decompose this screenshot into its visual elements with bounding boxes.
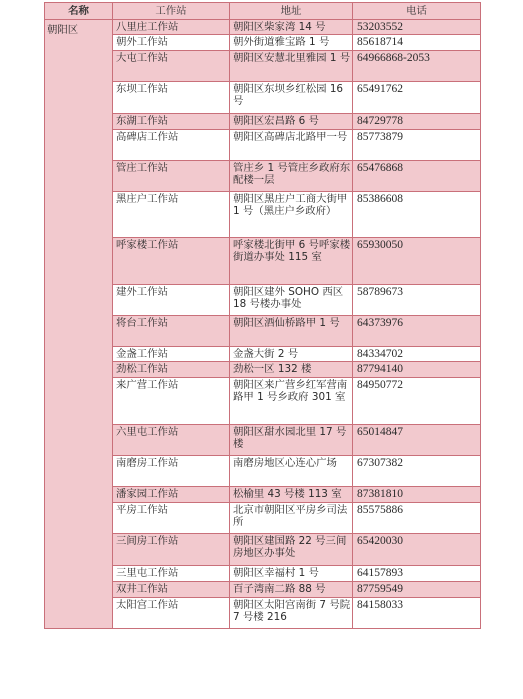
phone-cell: 64157893: [353, 566, 481, 582]
header-district: 名称: [45, 3, 113, 20]
station-cell: 黑庄户工作站: [113, 192, 230, 238]
address-cell: 松榆里 43 号楼 113 室: [230, 487, 353, 503]
phone-cell: 53203552: [353, 20, 481, 35]
phone-cell: 64966868-2053: [353, 51, 481, 82]
phone-cell: 85773879: [353, 130, 481, 161]
station-cell: 八里庄工作站: [113, 20, 230, 35]
address-cell: 百子湾南二路 88 号: [230, 582, 353, 598]
station-cell: 三里屯工作站: [113, 566, 230, 582]
address-cell: 朝阳区太阳宫南街 7 号院 7 号楼 216: [230, 598, 353, 629]
phone-cell: 65930050: [353, 238, 481, 285]
phone-cell: 65491762: [353, 82, 481, 114]
phone-cell: 84950772: [353, 378, 481, 425]
table-row: [45, 20, 481, 35]
address-cell: 朝阳区来广营乡红军营南路甲 1 号乡政府 301 室: [230, 378, 353, 425]
station-cell: 东坝工作站: [113, 82, 230, 114]
address-cell: 朝阳区建国路 22 号三间房地区办事处: [230, 534, 353, 566]
station-cell: 东湖工作站: [113, 114, 230, 130]
station-cell: 三间房工作站: [113, 534, 230, 566]
address-cell: 金盏大街 2 号: [230, 347, 353, 362]
phone-cell: 87794140: [353, 362, 481, 378]
header-phone: 电话: [353, 3, 481, 20]
station-cell: 太阳宫工作站: [113, 598, 230, 629]
header-address: 地址: [230, 3, 353, 20]
station-cell: 将台工作站: [113, 316, 230, 347]
address-cell: 朝阳区东坝乡红松园 16 号: [230, 82, 353, 114]
table-header-row: [45, 3, 481, 20]
phone-cell: 58789673: [353, 285, 481, 316]
address-cell: 朝外街道雅宝路 1 号: [230, 35, 353, 51]
address-cell: 管庄乡 1 号管庄乡政府东配楼一层: [230, 161, 353, 192]
address-cell: 劲松一区 132 楼: [230, 362, 353, 378]
address-cell: 朝阳区幸福村 1 号: [230, 566, 353, 582]
phone-cell: 87759549: [353, 582, 481, 598]
address-cell: 朝阳区酒仙桥路甲 1 号: [230, 316, 353, 347]
address-cell: 朝阳区宏昌路 6 号: [230, 114, 353, 130]
station-cell: 大屯工作站: [113, 51, 230, 82]
table-body: [45, 20, 481, 629]
address-cell: 朝阳区柴家湾 14 号: [230, 20, 353, 35]
phone-cell: 84158033: [353, 598, 481, 629]
station-cell: 劲松工作站: [113, 362, 230, 378]
station-cell: 双井工作站: [113, 582, 230, 598]
station-cell: 呼家楼工作站: [113, 238, 230, 285]
address-cell: 朝阳区黑庄户工商大街甲 1 号（黑庄户乡政府）: [230, 192, 353, 238]
station-cell: 潘家园工作站: [113, 487, 230, 503]
station-cell: 建外工作站: [113, 285, 230, 316]
address-cell: 南磨房地区心连心广场: [230, 456, 353, 487]
address-cell: 朝阳区高碑店北路甲一号: [230, 130, 353, 161]
station-cell: 六里屯工作站: [113, 425, 230, 456]
phone-cell: 65476868: [353, 161, 481, 192]
phone-cell: 64373976: [353, 316, 481, 347]
station-cell: 平房工作站: [113, 503, 230, 534]
station-cell: 来广营工作站: [113, 378, 230, 425]
address-cell: 呼家楼北街甲 6 号呼家楼街道办事处 115 室: [230, 238, 353, 285]
phone-cell: 65420030: [353, 534, 481, 566]
address-cell: 北京市朝阳区平房乡司法所: [230, 503, 353, 534]
address-cell: 朝阳区甜水园北里 17 号楼: [230, 425, 353, 456]
phone-cell: 87381810: [353, 487, 481, 503]
station-cell: 南磨房工作站: [113, 456, 230, 487]
phone-cell: 67307382: [353, 456, 481, 487]
phone-cell: 84334702: [353, 347, 481, 362]
address-cell: 朝阳区安慧北里雅园 1 号: [230, 51, 353, 82]
phone-cell: 85575886: [353, 503, 481, 534]
phone-cell: 85386608: [353, 192, 481, 238]
address-cell: 朝阳区建外 SOHO 西区 18 号楼办事处: [230, 285, 353, 316]
workstation-table: [44, 2, 481, 629]
header-station: 工作站: [113, 3, 230, 20]
district-cell: 朝阳区: [45, 20, 113, 629]
station-cell: 管庄工作站: [113, 161, 230, 192]
station-cell: 金盏工作站: [113, 347, 230, 362]
phone-cell: 85618714: [353, 35, 481, 51]
phone-cell: 84729778: [353, 114, 481, 130]
station-cell: 朝外工作站: [113, 35, 230, 51]
station-cell: 高碑店工作站: [113, 130, 230, 161]
phone-cell: 65014847: [353, 425, 481, 456]
